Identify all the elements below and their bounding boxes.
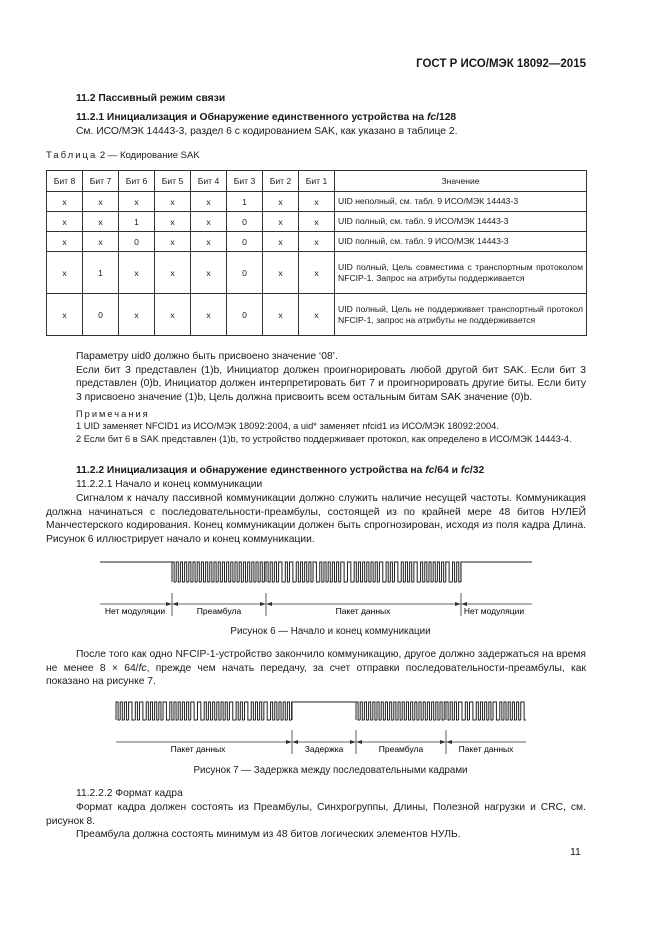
- table-cell: x: [191, 232, 227, 252]
- table-cell: x: [191, 294, 227, 336]
- delay-paragraph-block: [46, 648, 586, 689]
- data-pulses: [116, 702, 292, 720]
- reference-paragraph: См. ИСО/МЭК 14443-3, раздел 6 с кодированием SAK, как указано в таблице 2.: [76, 125, 458, 137]
- table-header-cell: Бит 1: [299, 171, 335, 192]
- section-11-2-2-2: [76, 787, 586, 801]
- figure-7-caption: Рисунок 7 — Задержка между последовательными кадрами: [193, 765, 468, 776]
- table-cell: x: [191, 192, 227, 212]
- figure-6-caption: Рисунок 6 — Начало и конец коммуникации: [230, 626, 431, 637]
- table-header-cell: Бит 4: [191, 171, 227, 192]
- sak-coding-table: [46, 170, 587, 336]
- table-cell: x: [155, 252, 191, 294]
- table-cell: x: [47, 294, 83, 336]
- figure-6-waveform: [100, 562, 532, 582]
- table-cell: 0: [227, 212, 263, 232]
- figure-6-label-no-modulation: Нет модуляции: [104, 606, 166, 616]
- table-cell: x: [83, 192, 119, 212]
- table-row: [47, 232, 587, 252]
- table-row: [47, 192, 587, 212]
- table-cell: x: [47, 192, 83, 212]
- table-cell: x: [299, 252, 335, 294]
- figure-7-diagram: [0, 690, 661, 760]
- note-item: 1 UID заменяет NFCID1 из ИСО/МЭК 18092:2004, а uid* заменяет nfcid1 из ИСО/МЭК 18092:2004.: [76, 421, 499, 432]
- notes-block: [76, 408, 586, 445]
- table-cell: x: [263, 212, 299, 232]
- page-number: 11: [570, 846, 581, 858]
- figure-7-label-preamble: Преамбула: [378, 744, 424, 754]
- frame-paragraphs: [46, 801, 586, 842]
- figure-7-label-delay: Задержка: [304, 744, 344, 754]
- table-cell: UID неполный, см. табл. 9 ИСО/МЭК 14443-3: [335, 192, 587, 212]
- preamble-pulses: [172, 562, 266, 582]
- table-cell: x: [191, 212, 227, 232]
- table-header-cell: Бит 3: [227, 171, 263, 192]
- table-cell: x: [263, 294, 299, 336]
- table-cell: x: [83, 232, 119, 252]
- frame-format-paragraph: Формат кадра должен состоять из Преамбулы, Синхрогруппы, Длины, Полезной нагрузки и CRC, см. рисунок 8.: [46, 802, 586, 827]
- table-cell: x: [119, 252, 155, 294]
- section-heading: 11.2.1 Инициализация и Обнаружение единственного устройства на fc/128: [76, 112, 457, 123]
- section-11-2-1: [76, 111, 586, 138]
- table-cell: 0: [227, 232, 263, 252]
- subsection-heading: 11.2.2.1 Начало и конец коммуникации: [76, 478, 263, 490]
- table-cell: UID полный, Цель не поддерживает транспортный протокол NFCIP-1, запрос на атрибуты не поддерживается: [335, 294, 587, 336]
- table-cell: x: [155, 192, 191, 212]
- table-cell: 1: [83, 252, 119, 294]
- table-caption: Таблица 2 — Кодирование SAK: [46, 150, 200, 161]
- table-header-cell: Значение: [335, 171, 587, 192]
- table-cell: x: [155, 294, 191, 336]
- table-cell: x: [299, 294, 335, 336]
- signal-paragraph: Сигналом к началу пассивной коммуникации должно служить наличие несущей частоты. Коммуникация должна начинаться с последовательности-преамбулы, состоящей из по крайней мере 48 битов НУЛЕЙ Манчестерского кодирования. Конец коммуникации должен быть спрогнозирован, исходя из поля кадра Длина. Рисунок 6 иллюстрирует начало и конец коммуникации.: [46, 493, 586, 545]
- table-header-cell: Бит 8: [47, 171, 83, 192]
- table-header-row: [47, 171, 587, 192]
- table-cell: x: [155, 212, 191, 232]
- document-header: ГОСТ Р ИСО/МЭК 18092—2015: [416, 58, 586, 70]
- figure-7-label-data-packet: Пакет данных: [170, 744, 226, 754]
- subsection-heading: 11.2.2.2 Формат кадра: [76, 788, 183, 799]
- table-cell: 0: [83, 294, 119, 336]
- figure-6-label-preamble: Преамбула: [196, 606, 242, 616]
- table-cell: x: [119, 192, 155, 212]
- table-cell: 1: [119, 212, 155, 232]
- table-cell: UID полный, см. табл. 9 ИСО/МЭК 14443-3: [335, 232, 587, 252]
- table-cell: x: [47, 212, 83, 232]
- table-header-cell: Бит 7: [83, 171, 119, 192]
- table-cell: x: [299, 232, 335, 252]
- table-cell: 0: [119, 232, 155, 252]
- section-heading: 11.2 Пассивный режим связи: [76, 93, 226, 104]
- figure-6-label-no-modulation-end: Нет модуляции: [463, 606, 525, 616]
- figure-7-waveform: [116, 702, 526, 720]
- table-cell: x: [47, 252, 83, 294]
- section-11-2-2: [76, 464, 586, 491]
- signal-paragraph-block: [46, 492, 586, 546]
- table-cell: x: [299, 192, 335, 212]
- notes-title: Примечания: [76, 409, 150, 419]
- table-header-cell: Бит 2: [263, 171, 299, 192]
- table-cell: x: [263, 232, 299, 252]
- preamble-paragraph: Преамбула должна состоять минимум из 48 битов логических элементов НУЛЬ.: [76, 829, 461, 841]
- table-row: [47, 294, 587, 336]
- sak-explanation: [76, 350, 586, 404]
- table-cell: x: [191, 252, 227, 294]
- figure-6-label-data-packet: Пакет данных: [335, 606, 391, 616]
- table-header-cell: Бит 6: [119, 171, 155, 192]
- table-cell: UID полный, Цель совместима с транспортным протоколом NFCIP-1. Запрос на атрибуты поддерживается: [335, 252, 587, 294]
- table-header-cell: Бит 5: [155, 171, 191, 192]
- delay-paragraph: После того как одно NFCIP-1-устройство закончило коммуникацию, другое должно задержаться на время не менее 8 × 64/fc, прежде чем начать передачу, за счет отправки последовательности-преамбулы, как показано на рисунке 7.: [46, 649, 586, 688]
- table-cell: UID полный, см. табл. 9 ИСО/МЭК 14443-3: [335, 212, 587, 232]
- section-heading: 11.2.2 Инициализация и обнаружение единственного устройства на fc/64 и fc/32: [76, 465, 485, 476]
- section-11-2: [76, 92, 586, 106]
- note-item: 2 Если бит 6 в SAK представлен (1)b, то устройство поддерживает протокол, как определено в ИСО/МЭК 14443-4.: [76, 433, 572, 444]
- data-pulses-2: [446, 702, 526, 720]
- table-cell: 0: [227, 294, 263, 336]
- preamble-pulses: [356, 702, 446, 720]
- table-cell: x: [47, 232, 83, 252]
- table-cell: x: [155, 232, 191, 252]
- table-cell: 0: [227, 252, 263, 294]
- table-cell: x: [263, 192, 299, 212]
- table-cell: x: [83, 212, 119, 232]
- uid0-paragraph: Параметру uid0 должно быть присвоено значение ‘08’.: [76, 351, 338, 362]
- data-pulses: [266, 562, 461, 582]
- table-row: [47, 212, 587, 232]
- table-cell: x: [299, 212, 335, 232]
- table-cell: x: [263, 252, 299, 294]
- figure-7-label-data-packet-2: Пакет данных: [458, 744, 514, 754]
- table-row: [47, 252, 587, 294]
- bits-paragraph: Если бит 3 представлен (1)b, Инициатор должен проигнорировать любой другой бит SAK. Если бит 3 представлен (0)b, Инициатор должен интерпретировать бит 7 и проигнорировать другие биты. Если биту 3 присвоено значение (1)b, Цель должна присвоить всем остальным битам SAK значение (0)b.: [76, 364, 586, 403]
- table-cell: 1: [227, 192, 263, 212]
- table-cell: x: [119, 294, 155, 336]
